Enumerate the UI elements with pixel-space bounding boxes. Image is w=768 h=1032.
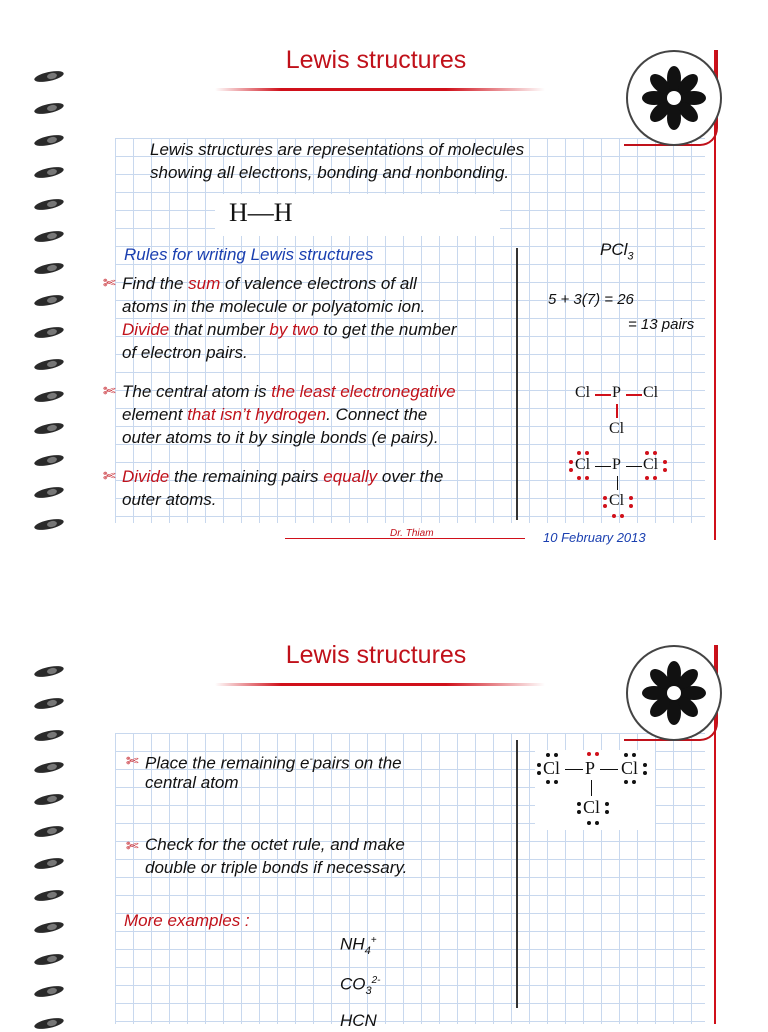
scissors-icon: ✄ [103,468,116,485]
bond [626,466,642,467]
p-atom: P [585,758,596,778]
bullet1-line2: central atom [145,773,239,792]
title-underline [215,683,545,686]
rule3-line2: outer atoms. [122,490,217,509]
bond [626,394,642,396]
cl-atom: Cl [609,420,625,437]
calc-line-1: 5 + 3(7) = 26 [548,291,634,308]
cl-atom: Cl [583,797,601,817]
bond [617,476,618,490]
cl-atom: Cl [643,384,659,401]
cl-atom: Cl [621,758,639,778]
bond [600,769,618,770]
p-atom: P [612,456,621,473]
slide-title: Lewis structures [285,641,467,669]
rule2-line3: outer atoms to it by single bonds (e pairs). [122,428,439,447]
footer-author: Dr. Thiam [390,528,434,539]
bond [565,769,583,770]
rule2-line2: element that isn’t hydrogen. Connect the [122,405,428,424]
cl-atom: Cl [543,758,561,778]
kings-academy-logo [626,50,722,146]
footer-date: 10 February 2013 [543,530,646,545]
scissors-icon: ✄ [103,383,116,400]
calc-line-2: = 13 pairs [628,316,695,333]
scissors-icon: ✄ [126,753,139,770]
divider-line [516,248,518,520]
hh-molecule: H—H [229,198,293,227]
rule1-line2: atoms in the molecule or polyatomic ion. [122,297,426,316]
rule3-line1: Divide the remaining pairs equally over the [122,467,444,486]
example-hcn: HCN [340,1011,377,1030]
p-atom: P [612,384,621,401]
hh-box [215,194,500,236]
intro-line-2: showing all electrons, bonding and nonbonding. [150,163,510,182]
bond [591,780,592,796]
cl-atom: Cl [609,492,625,509]
cl-atom: Cl [643,456,659,473]
slide-2 [0,625,768,1030]
slide-title: Lewis structures [285,46,467,74]
pcl3-label: PCl$_3$ [600,240,634,263]
rules-heading: Rules for writing Lewis structures [124,245,374,264]
more-examples-label: More examples : [124,911,250,930]
intro-line-1: Lewis structures are representations of molecules [150,140,525,159]
example-co3: $CO_3^{2-}$ [340,974,381,998]
rule2-line1: The central atom is the least electronegative [122,382,456,401]
cl-atom: Cl [575,384,591,401]
scissors-icon: ✄ [103,275,116,292]
bullet2-line2: double or triple bonds if necessary. [145,858,408,877]
scissors-icon: ✄ [126,838,139,855]
bond [616,404,618,418]
rule1-line3: Divide that number by two to get the number [122,320,457,339]
cl-atom: Cl [575,456,591,473]
title-underline [215,88,545,91]
pcl3-structure-bonds [565,375,675,445]
example-nh4: $NH_4^+$ [340,934,377,958]
bullet2-line1: Check for the octet rule, and make [145,835,405,854]
binder-rings [30,665,70,1025]
bond [595,394,611,396]
kings-academy-logo [626,645,722,741]
bullet1-line1: Place the remaining e-pairs on the [145,753,402,773]
slide-1 [0,30,768,550]
rule1-line1: Find the sum of valence electrons of all [122,274,417,293]
binder-rings [30,70,70,550]
pcl3-structure-complete [535,750,655,830]
pcl3-structure-lone-pairs [565,452,675,522]
rule1-line4: of electron pairs. [122,343,248,362]
divider-line [516,740,518,1008]
bond [595,466,611,467]
